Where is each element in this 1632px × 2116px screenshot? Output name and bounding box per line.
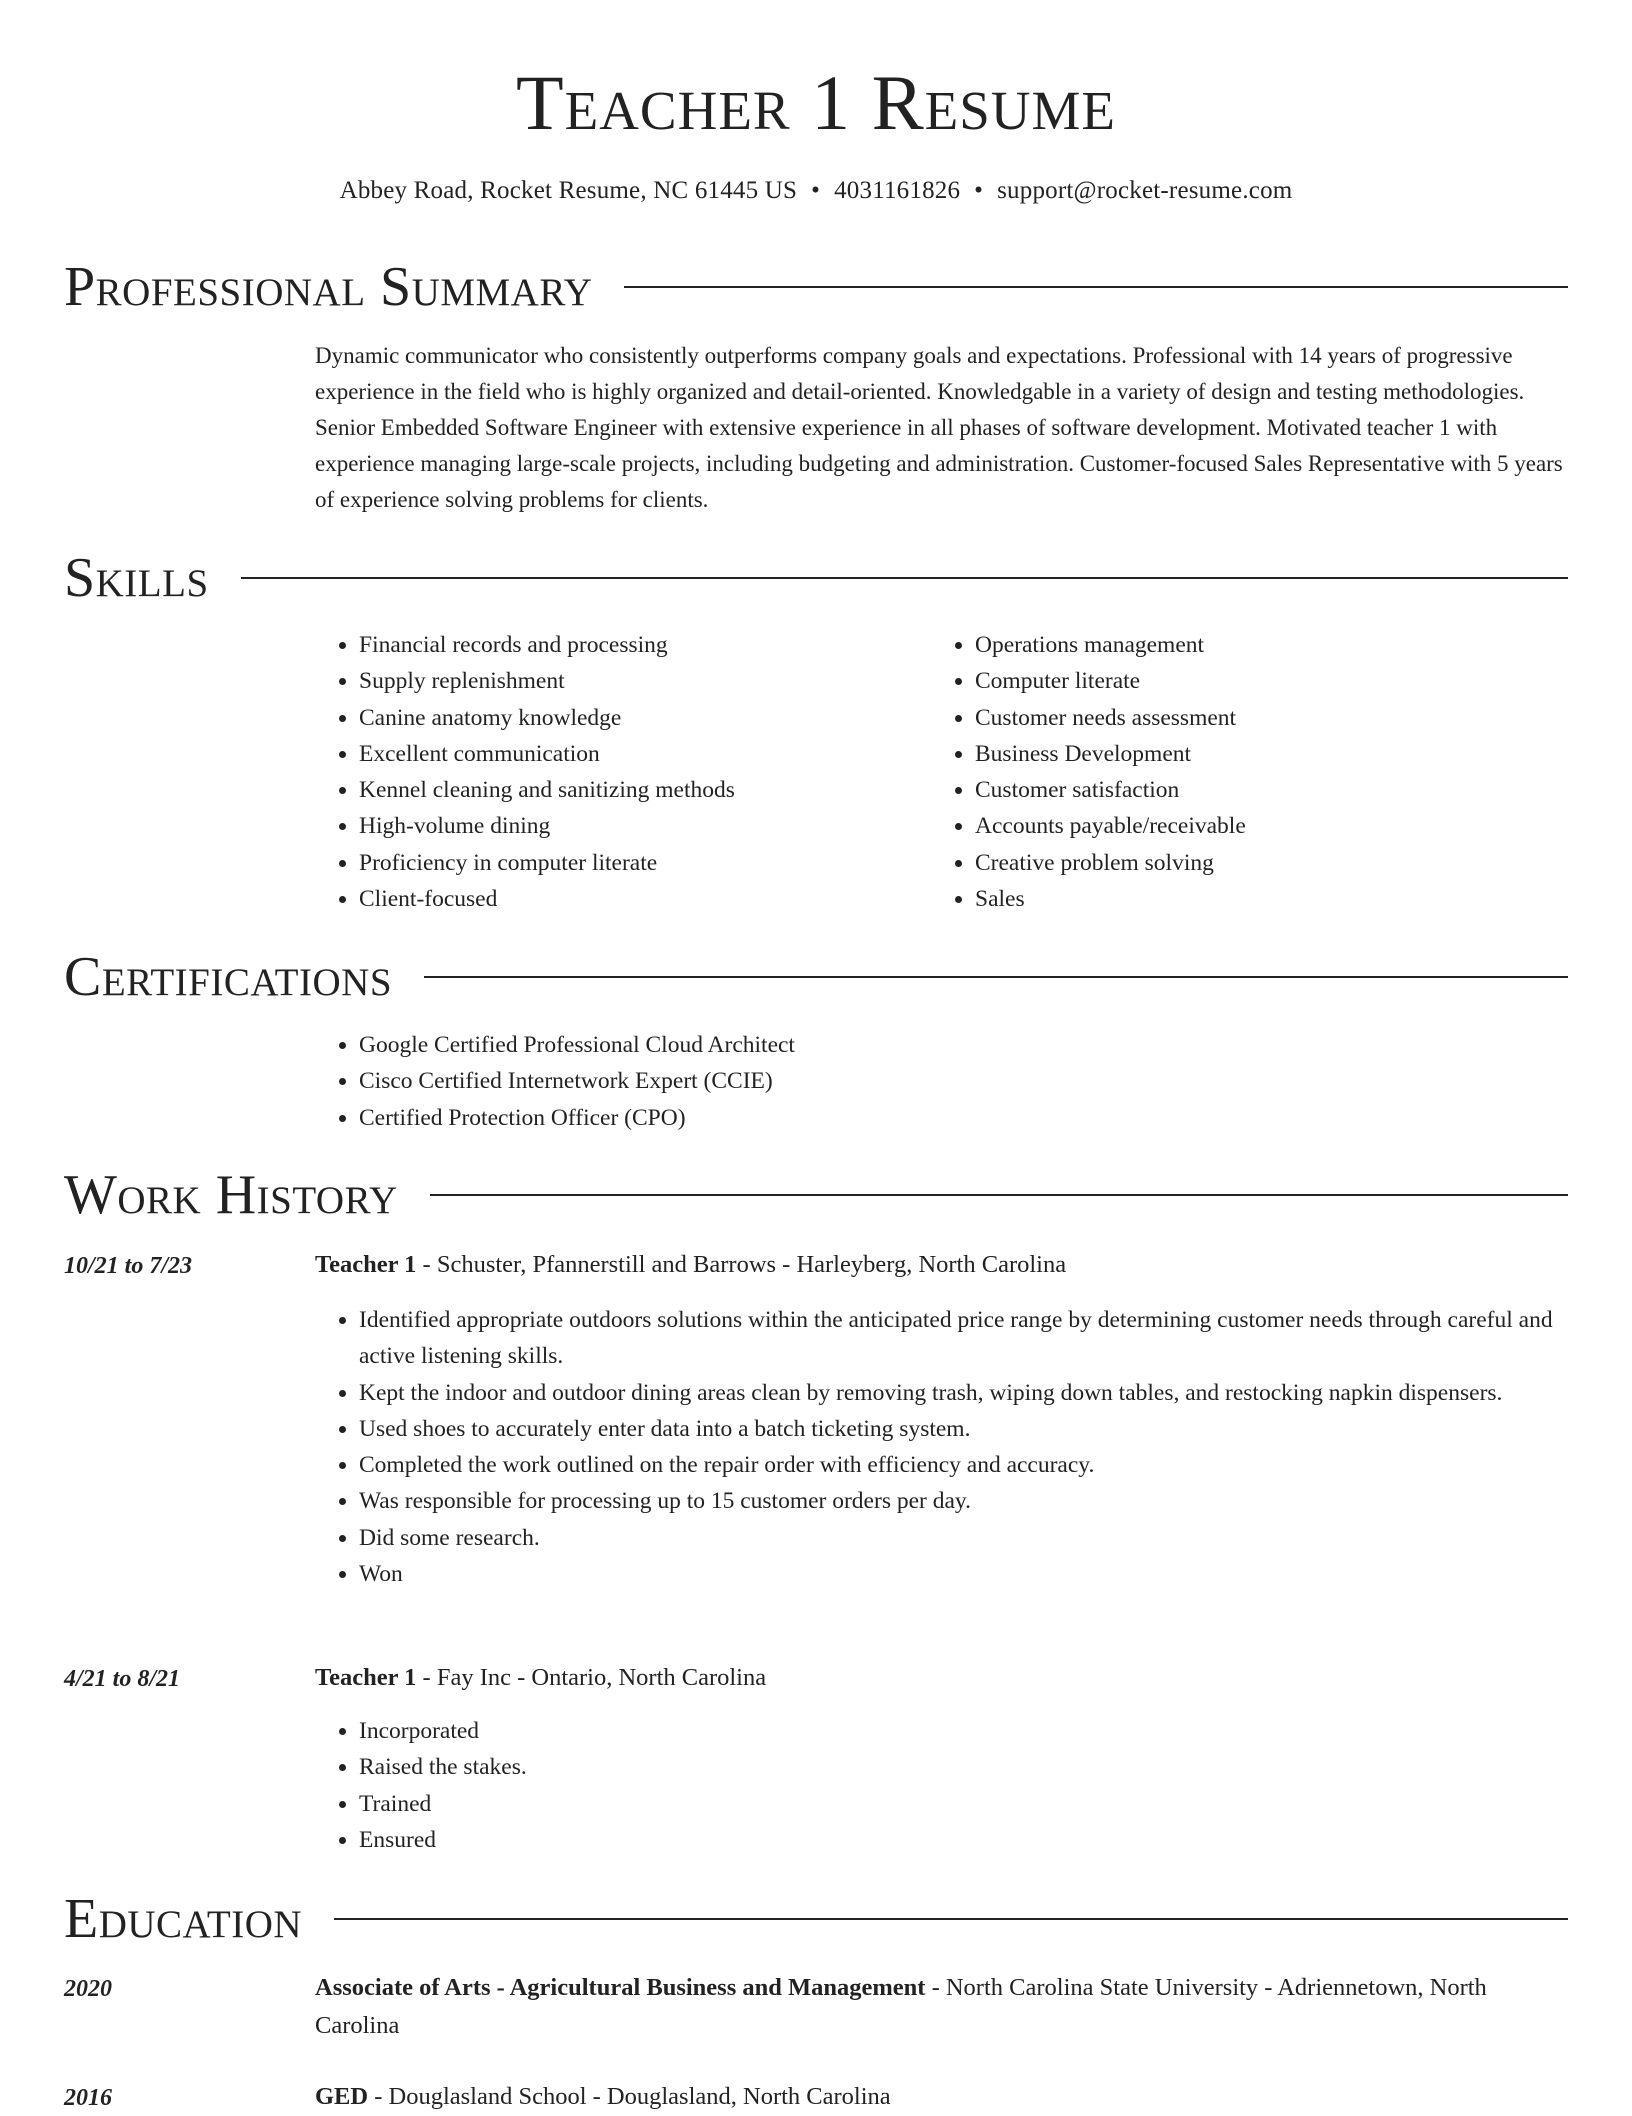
work-history-section-header: [64, 1163, 1568, 1227]
skills-section-header: [64, 546, 1568, 610]
skill-item: • Supply replenishment: [359, 663, 895, 699]
contact-address: Abbey Road, Rocket Resume, NC 61445 US: [339, 177, 798, 204]
education-degree: GED: [315, 2083, 369, 2110]
job-bullet: • Completed the work outlined on the repair order with efficiency and accuracy.: [359, 1447, 1575, 1483]
job-bullet: • Was responsible for processing up to 15 customer orders per day.: [359, 1483, 1575, 1519]
section-divider: [430, 1194, 1568, 1196]
job-title-line: [315, 1659, 1575, 1697]
job-bullet: • Kept the indoor and outdoor dining areas clean by removing trash, wiping down tables, and restocking napkin dispensers.: [359, 1375, 1575, 1411]
contact-line: [0, 174, 1632, 208]
job-employer: - Fay Inc - Ontario, North Carolina: [416, 1664, 767, 1691]
skill-item: • Client-focused: [359, 881, 895, 917]
skill-item: • Business Development: [975, 736, 1511, 772]
job-bullet: • Trained: [359, 1786, 1575, 1822]
certification-item: • Certified Protection Officer (CPO): [359, 1100, 1515, 1136]
skill-item: • High-volume dining: [359, 808, 895, 844]
job-dates: 10/21 to 7/23: [64, 1253, 193, 1279]
skill-item: • Kennel cleaning and sanitizing methods: [359, 772, 895, 808]
contact-separator: •: [974, 177, 984, 204]
education-heading: Education: [64, 1888, 303, 1950]
summary-heading: Professional Summary: [64, 256, 593, 318]
section-divider: [334, 1918, 1568, 1920]
job-bullet: • Ensured: [359, 1822, 1575, 1858]
education-year: 2020: [64, 1976, 112, 2002]
work-history-heading: Work History: [64, 1164, 398, 1226]
section-divider: [241, 577, 1568, 579]
skill-item: • Sales: [975, 881, 1511, 917]
skill-item: • Customer needs assessment: [975, 700, 1511, 736]
skills-heading: Skills: [64, 547, 209, 609]
job-title-line: [315, 1246, 1575, 1284]
skill-item: • Computer literate: [975, 663, 1511, 699]
skill-item: • Customer satisfaction: [975, 772, 1511, 808]
skill-item: • Accounts payable/receivable: [975, 808, 1511, 844]
contact-separator: •: [811, 177, 821, 204]
education-school: - Douglasland School - Douglasland, North Carolina: [368, 2083, 891, 2110]
skill-item: • Proficiency in computer literate: [359, 845, 895, 881]
summary-text: Dynamic communicator who consistently outperforms company goals and expectations. Professional with 14 years of progressive experience in the field who is highly organized and detail-oriented. Knowledgable in a variety of design and testing methodologies. Senior Embedded Software Engineer with extensive experience in all phases of software development. Motivated teacher 1 with experience managing large-scale projects, including budgeting and administration. Customer-focused Sales Representative with 5 years of experience solving problems for clients.: [315, 343, 1563, 512]
job-title: Teacher 1: [315, 1664, 417, 1691]
job-dates: 4/21 to 8/21: [64, 1666, 181, 1692]
certifications-section-header: [64, 945, 1568, 1009]
skills-column-left: [315, 627, 895, 917]
education-entry: [315, 1969, 1575, 2045]
section-divider: [624, 286, 1568, 288]
job-bullet: • Won: [359, 1556, 1575, 1592]
job-bullet: • Incorporated: [359, 1713, 1575, 1749]
education-degree: Associate of Arts - Agricultural Business and Management: [315, 1974, 926, 2001]
section-divider: [424, 976, 1568, 978]
education-year: 2016: [64, 2085, 112, 2111]
resume-title: Teacher 1 Resume: [515, 59, 1117, 146]
job-bullet: • Raised the stakes.: [359, 1749, 1575, 1785]
job-bullets: [315, 1302, 1575, 1592]
skill-item: • Excellent communication: [359, 736, 895, 772]
education-section-header: [64, 1887, 1568, 1951]
job-bullet: • Identified appropriate outdoors solutions within the anticipated price range by determining customer needs through careful and active listening skills.: [359, 1302, 1575, 1375]
job-employer: - Schuster, Pfannerstill and Barrows - Harleyberg, North Carolina: [416, 1251, 1067, 1278]
job-bullet: • Used shoes to accurately enter data into a batch ticketing system.: [359, 1411, 1575, 1447]
skills-column-right: [931, 627, 1511, 917]
job-bullets: [315, 1713, 1575, 1858]
skill-item: • Operations management: [975, 627, 1511, 663]
certifications-heading: Certifications: [64, 946, 393, 1008]
skill-item: • Financial records and processing: [359, 627, 895, 663]
certification-item: • Google Certified Professional Cloud Architect: [359, 1027, 1515, 1063]
contact-email: support@rocket-resume.com: [997, 177, 1293, 204]
job-title: Teacher 1: [315, 1251, 417, 1278]
job-bullet: • Did some research.: [359, 1520, 1575, 1556]
summary-section-header: [64, 255, 1568, 319]
education-school: - North Carolina State University - Adriennetown, North Carolina: [315, 1974, 1487, 2039]
skill-item: • Creative problem solving: [975, 845, 1511, 881]
skill-item: • Canine anatomy knowledge: [359, 700, 895, 736]
contact-phone: 4031161826: [834, 177, 961, 204]
education-entry: [315, 2078, 1575, 2116]
certification-item: • Cisco Certified Internetwork Expert (CCIE): [359, 1063, 1515, 1099]
certifications-list: [315, 1027, 1515, 1136]
